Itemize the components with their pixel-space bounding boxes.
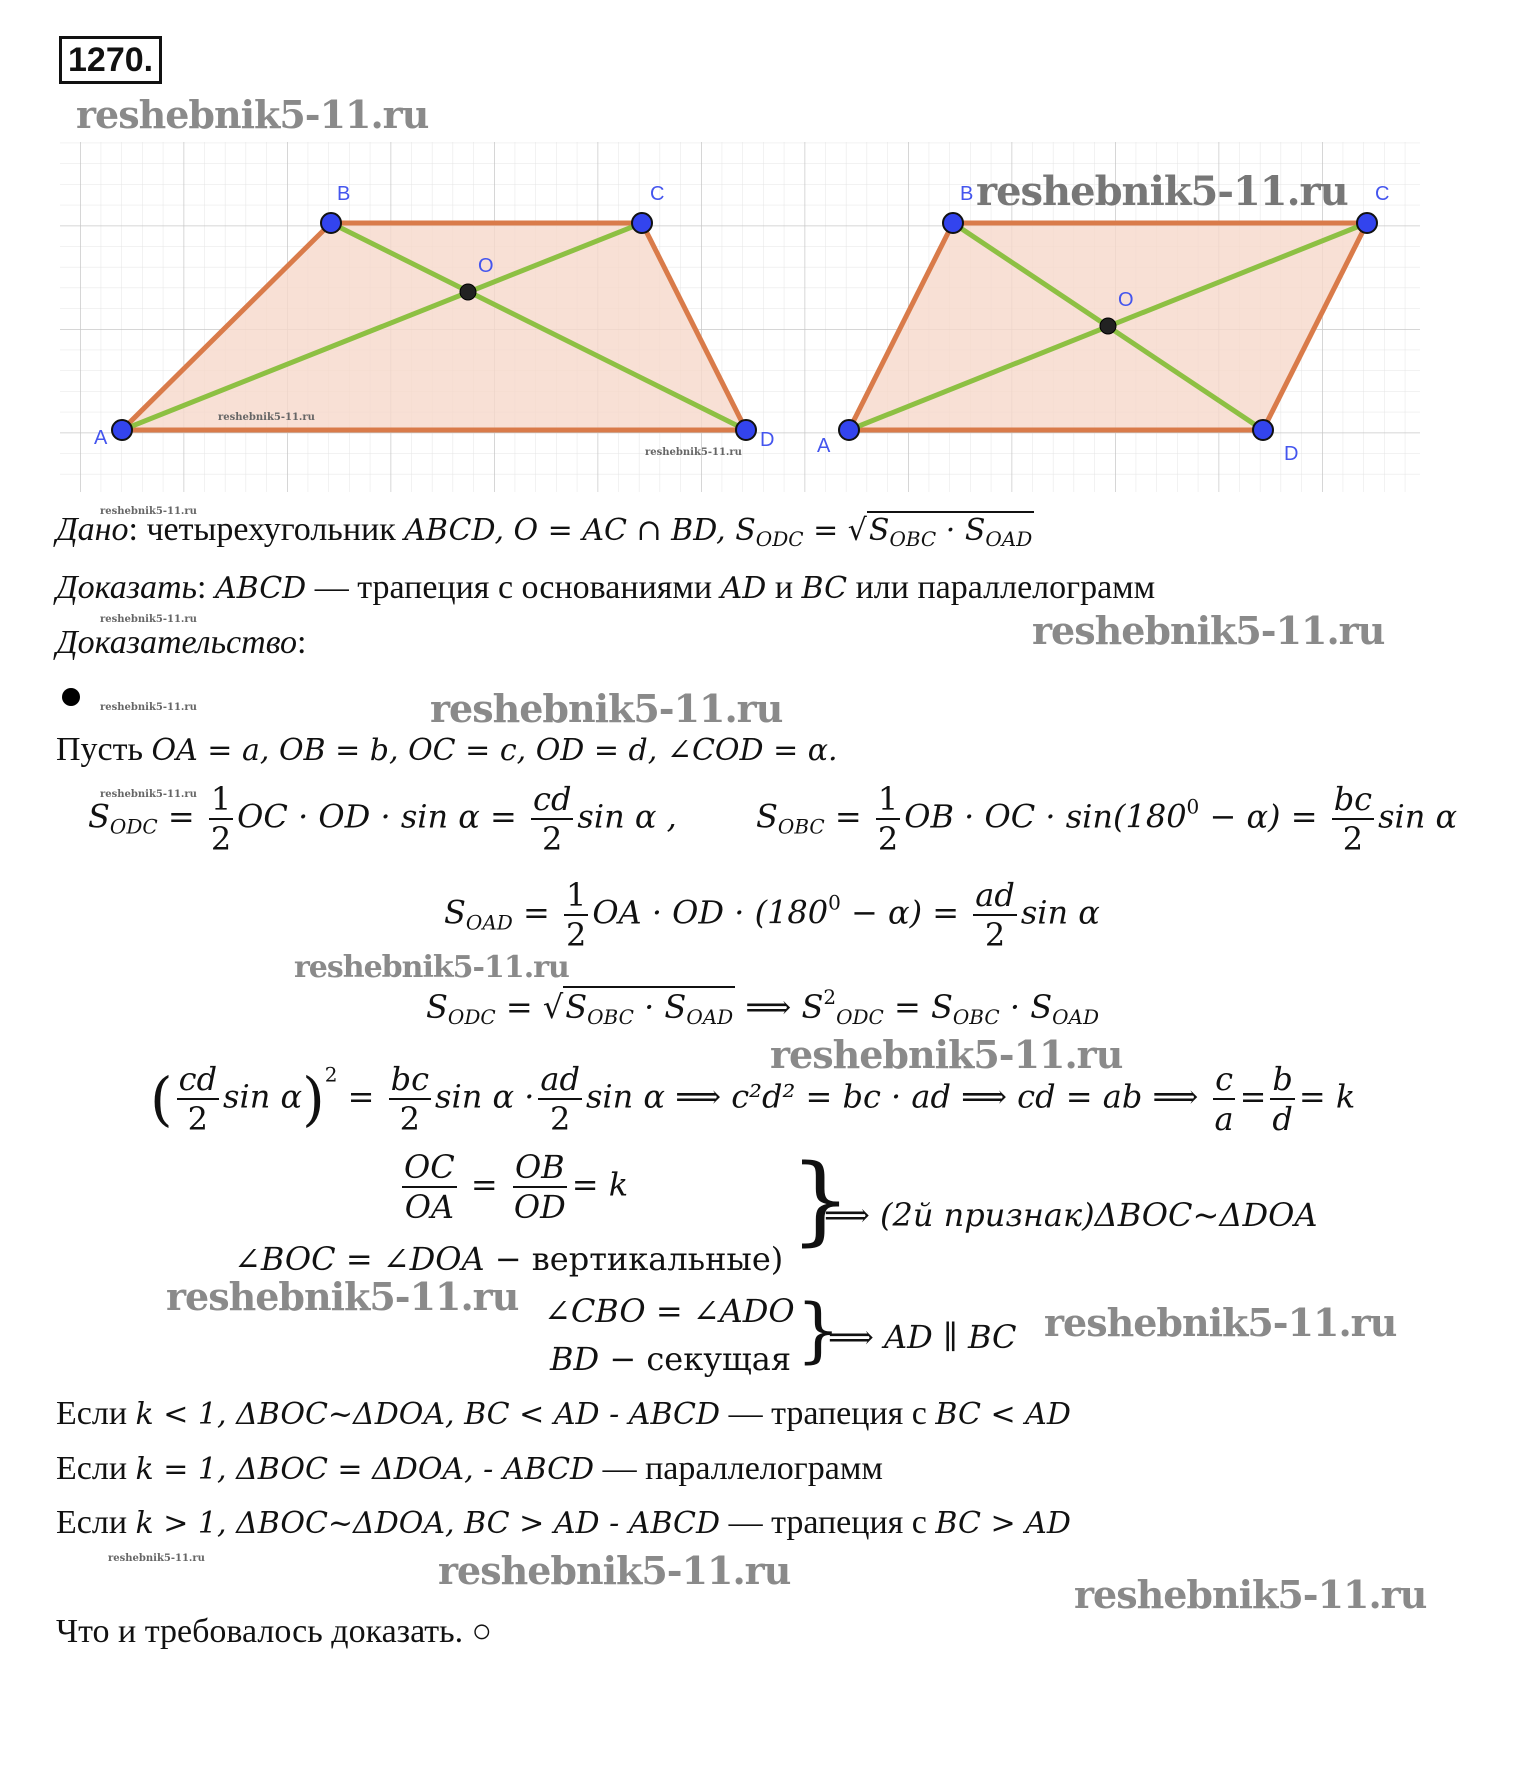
label-c: C [1375,183,1390,205]
label-b: B [960,183,974,205]
watermark: reshebnik5-11.ru [1044,1300,1397,1345]
parallel-result: ⟹ AD ∥ BC [828,1318,1017,1356]
point-d [1253,420,1273,440]
label-o: O [478,255,494,277]
proof-label: Доказательство: [56,624,307,661]
case-k-greater: Если k > 1, ΔBOC~ΔDOA, BC > AD - ABCD — трапеция с BC > AD [56,1504,1071,1541]
label-b: B [337,183,351,205]
point-b [321,213,341,233]
point-o [460,284,476,300]
equation-s-obc: $S_{OBC}$ = $\frac{1}{2}$ OB · OC · $\sin(180^0 - \alpha)$ = $\frac{bc}{2}$ sin α [756,780,1458,858]
conclusion: Что и требовалось доказать. ○ [56,1613,493,1650]
watermark: reshebnik5-11.ru [1032,608,1385,653]
watermark: reshebnik5-11.ru [294,950,569,985]
watermark: reshebnik5-11.ru [430,686,783,731]
brace-right: } [790,1144,852,1256]
label-d: D [760,429,775,451]
brace-right: } [796,1289,841,1371]
label-o: O [1118,289,1134,311]
given-label: Дано [56,511,129,548]
watermark: reshebnik5-11.ru [100,702,197,713]
let-line: Пусть OA = a, OB = b, OC = c, OD = d, ∠COD = α. [56,731,838,768]
watermark: reshebnik5-11.ru [770,1032,1123,1077]
task-number: 1270. [59,36,162,84]
point-c [632,213,652,233]
watermark: reshebnik5-11.ru [218,412,315,423]
angle-cbo: ∠CBO = ∠ADO [544,1292,795,1330]
label-a: A [94,427,108,449]
point-d [736,420,756,440]
point-c [1357,213,1377,233]
watermark: reshebnik5-11.ru [100,506,197,517]
label-a: A [817,435,831,457]
case-k-less: Если k < 1, ΔBOC~ΔDOA, BC < AD - ABCD — трапеция с BC < AD [56,1395,1071,1432]
point-a [112,420,132,440]
case-k-equal: Если k = 1, ΔBOC = ΔDOA, - ABCD — параллелограмм [56,1450,883,1487]
angle-line: ∠BOC = ∠DOA − вертикальные) [234,1240,784,1278]
watermark: reshebnik5-11.ru [438,1548,791,1593]
sqrt-expression: $S_{OBC} \cdot S_{OAD}$ [868,513,1033,551]
similarity-result: ⟹ (2й признак)ΔBOC~ΔDOA [824,1196,1318,1234]
watermark: reshebnik5-11.ru [100,789,197,800]
watermark: reshebnik5-11.ru [100,614,197,625]
watermark: reshebnik5-11.ru [76,92,429,137]
watermark: reshebnik5-11.ru [645,447,742,458]
bullet-marker [62,688,80,706]
equation-s-oad: $S_{OAD}$ = $\frac{1}{2}$ OA · OD · $(180^0 - \alpha)$ = $\frac{ad}{2}$ sin α [444,876,1100,954]
equation-proportion: $\frac{OC}{OA}$ = $\frac{OB}{OD}$ = k [404,1148,629,1226]
secant-line: BD − секущая [550,1340,792,1378]
watermark: reshebnik5-11.ru [1074,1572,1427,1617]
point-b [943,213,963,233]
equation-square: $S_{ODC} = √S_{OBC} \cdot S_{OAD}$ ⟹ $S^2_{ODC} = S_{OBC} \cdot S_{OAD}$ [426,985,1099,1029]
equation-ratio: ( $\frac{cd}{2}$ sin α)$^2$ = $\frac{bc}{2}$ sin α · $\frac{ad}{2}$ sin α ⟹ c²d² = bc · ad ⟹ cd = ab ⟹ $\frac{c}{a}$ = $\frac{b}{d}$ = k [150,1060,1356,1138]
given-line: Дано: четырехугольник ABCD, O = AC ∩ BD, $S_{ODC} = √S_{OBC} \cdot S_{OAD}$ [56,511,1033,551]
label-c: C [650,183,665,205]
label-d: D [1284,443,1299,465]
prove-line: Доказать: ABCD — трапеция с основаниями AD и BC или параллелограмм [56,569,1156,606]
point-a [839,420,859,440]
watermark: reshebnik5-11.ru [108,1553,205,1564]
watermark: reshebnik5-11.ru [976,168,1348,215]
point-o [1100,318,1116,334]
equation-s-odc: $S_{ODC}$ = $\frac{1}{2}$ OC · OD · sin α = $\frac{cd}{2}$ sin α , [88,780,677,858]
watermark: reshebnik5-11.ru [166,1274,519,1319]
prove-label: Доказать [56,569,197,606]
